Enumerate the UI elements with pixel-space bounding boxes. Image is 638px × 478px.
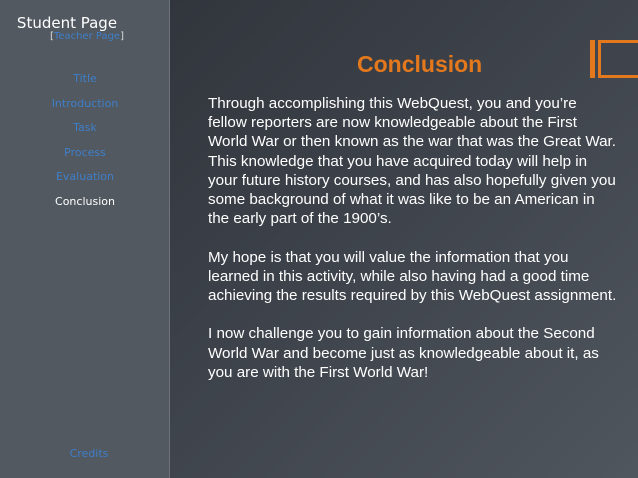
- nav-item-conclusion[interactable]: Conclusion: [55, 194, 115, 208]
- page-title: Conclusion: [357, 51, 483, 77]
- paragraph-3: I now challenge you to gain information about the Second World War and become just as knowledgeable about it, as you are with the First World War!: [208, 325, 599, 381]
- sidebar-nav: [0, 72, 170, 219]
- paragraph-2: My hope is that you will value the information that you learned in this activity, while also having had a good time achieving the results required by this WebQuest assignment.: [208, 248, 617, 305]
- nav-item-process[interactable]: Process: [64, 145, 106, 159]
- credits-link[interactable]: Credits: [69, 447, 109, 460]
- sidebar: [0, 0, 170, 478]
- nav-item-title[interactable]: Title: [73, 72, 97, 85]
- nav-item-evaluation[interactable]: Evaluation: [55, 170, 115, 183]
- sidebar-title: Student Page: [16, 14, 118, 32]
- page-switcher: [50, 31, 124, 42]
- nav-item-introduction[interactable]: Introduction: [51, 96, 119, 110]
- accent-box: [598, 40, 638, 78]
- paragraph-1: Through accomplishing this WebQuest, you and you’re fellow reporters are now knowledgeable about the First World War or then known as the war that was the Great War. This knowledge that you have acquired today will help in your future history courses, and has also hopefully given you some background of what it was like to be an American in the early part of the 1900’s.: [208, 95, 616, 228]
- teacher-page-link[interactable]: Teacher Page: [53, 31, 121, 42]
- bracket-open: [: [50, 31, 54, 42]
- content-body: [208, 94, 618, 401]
- bracket-close: ]: [120, 31, 124, 42]
- nav-item-task[interactable]: Task: [73, 121, 97, 134]
- accent-bar: [590, 40, 595, 78]
